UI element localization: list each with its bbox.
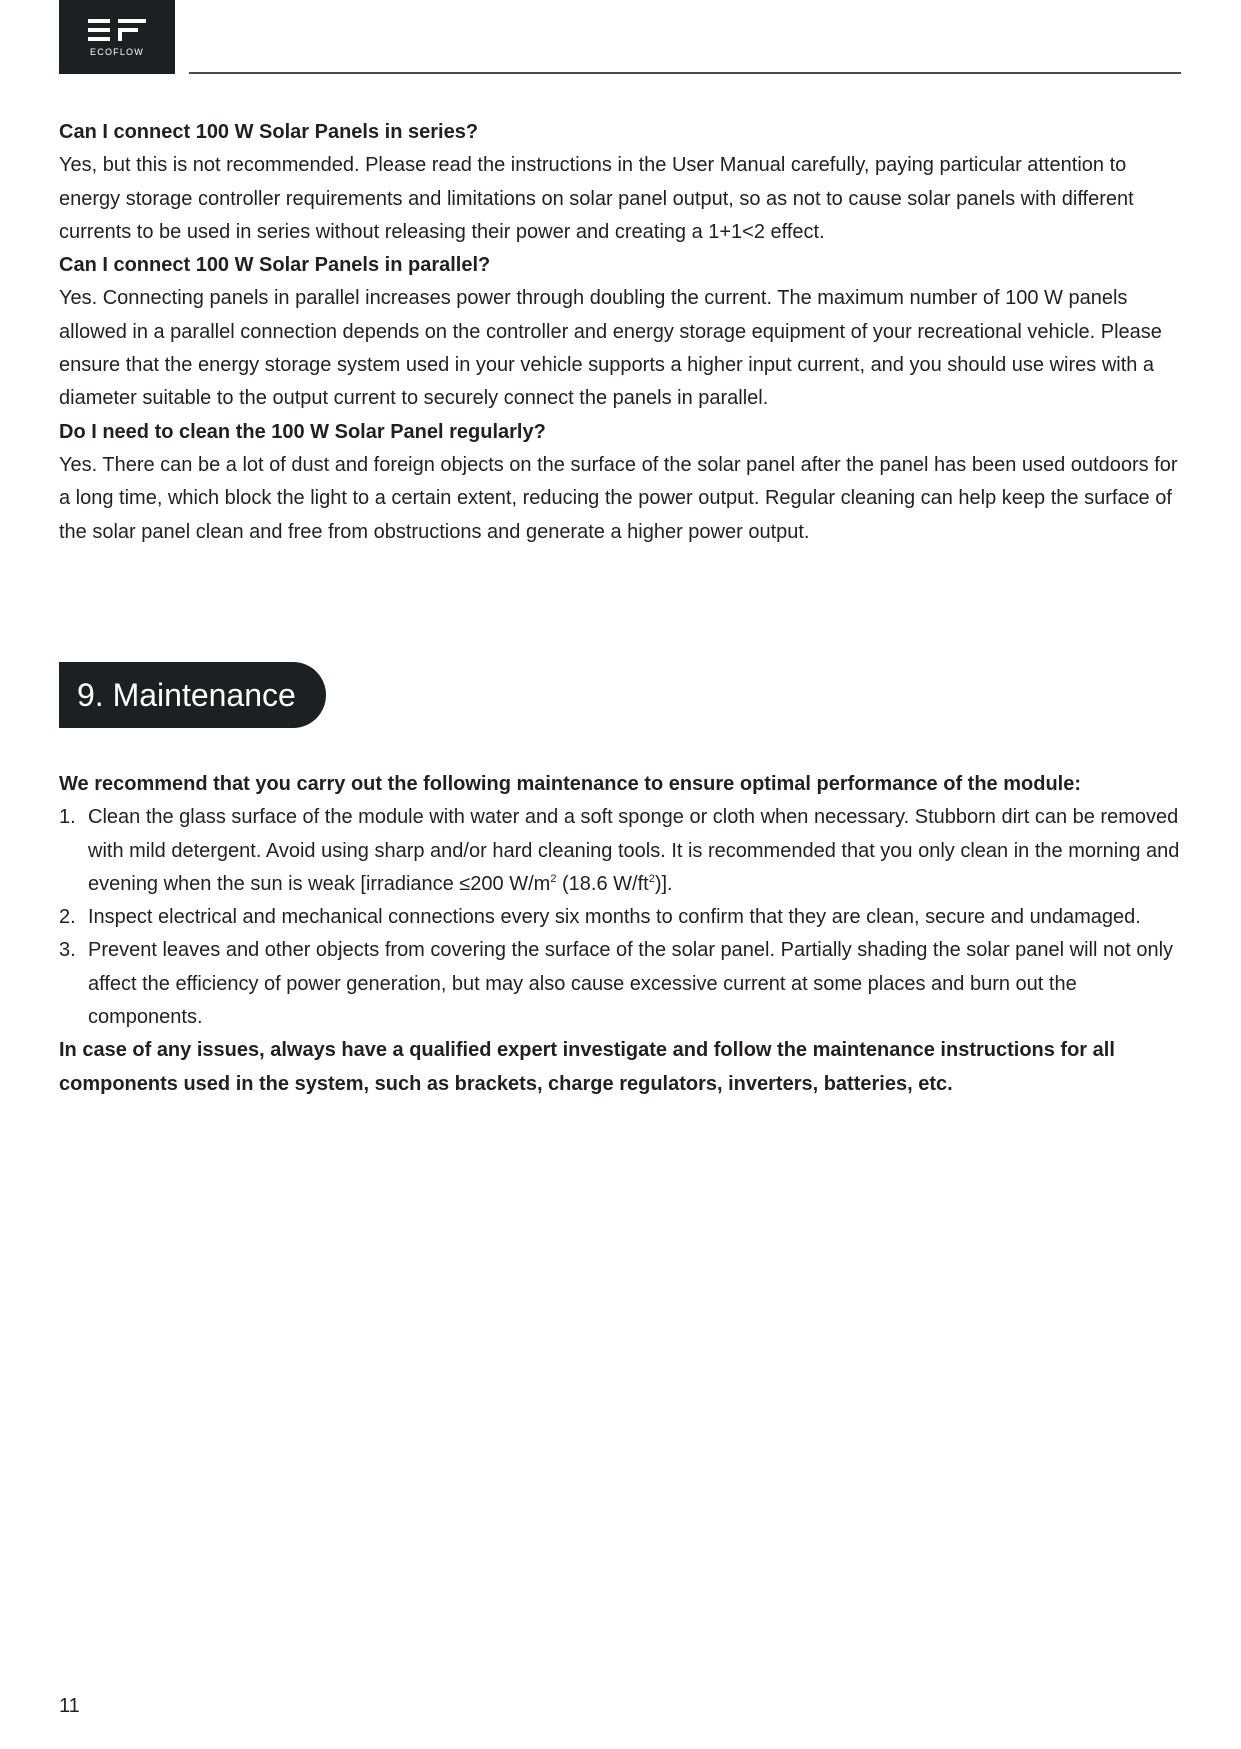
list-item: [59, 801, 1183, 901]
faq-section: [59, 116, 1183, 549]
page-number: 11: [59, 1695, 80, 1717]
logo-wordmark: ECOFLOW: [90, 47, 144, 57]
list-item-text-part: )].: [654, 872, 673, 895]
list-item-text: Prevent leaves and other objects from covering the surface of the solar panel. Partially shading the solar panel will not only affect the efficiency of power generation, but may also cause excessive current at some places and burn out the components.: [88, 939, 1174, 1029]
maintenance-list: [59, 801, 1183, 1034]
faq-question-cleaning: Do I need to clean the 100 W Solar Panel regularly?: [59, 420, 546, 443]
faq-answer-series: Yes, but this is not recommended. Please read the instructions in the User Manual carefully, paying particular attention to energy storage controller requirements and limitations on solar panel output, so as not to cause solar panels with different currents to be used in series without releasing their power and creating a 1+1<2 effect.: [59, 154, 1134, 243]
list-item-number: 2.: [59, 906, 76, 929]
superscript: 2: [550, 872, 557, 885]
header-rule: [189, 72, 1181, 74]
maintenance-closing: In case of any issues, always have a qualified expert investigate and follow the maintenance instructions for all components used in the system, such as brackets, charge regulators, inverters, batteries, etc.: [59, 1039, 1115, 1095]
list-item-text-part: (18.6 W/ft: [556, 872, 649, 895]
list-item: [59, 901, 1183, 934]
list-item-text: [88, 806, 1179, 895]
list-item-number: 3.: [59, 939, 76, 962]
list-item-text: Inspect electrical and mechanical connections every six months to confirm that they are clean, secure and undamaged.: [88, 906, 1141, 929]
section-heading-maintenance: 9. Maintenance: [59, 662, 326, 728]
faq-question-series: Can I connect 100 W Solar Panels in series?: [59, 121, 479, 143]
list-item-number: 1.: [59, 806, 76, 829]
maintenance-section: [59, 768, 1183, 1101]
faq-answer-parallel: Yes. Connecting panels in parallel increases power through doubling the current. The maximum number of 100 W panels allowed in a parallel connection depends on the controller and energy storage equipment of your recreational vehicle. Please ensure that the energy storage system used in your vehicle supports a higher input current, and you should use wires with a diameter suitable to the output current to securely connect the panels in parallel.: [59, 287, 1162, 410]
ecoflow-logo-icon: [59, 0, 175, 74]
list-item-text-part: Clean the glass surface of the module with water and a soft sponge or cloth when necessary. Stubborn dirt can be removed with mild detergent. Avoid using sharp and/or hard cleaning tools. It is recommended that you only clean in the morning and evening when the sun is weak [irradiance ≤200 W/m: [88, 806, 1180, 895]
faq-question-parallel: Can I connect 100 W Solar Panels in parallel?: [59, 254, 491, 277]
ecoflow-logo: [59, 0, 175, 74]
maintenance-intro: We recommend that you carry out the following maintenance to ensure optimal performance of the module:: [59, 773, 1082, 795]
superscript: 2: [648, 872, 655, 885]
faq-answer-cleaning: Yes. There can be a lot of dust and foreign objects on the surface of the solar panel after the panel has been used outdoors for a long time, which block the light to a certain extent, reducing the power output. Regular cleaning can help keep the surface of the solar panel clean and free from obstructions and generate a higher power output.: [59, 453, 1178, 543]
list-item: [59, 934, 1183, 1034]
